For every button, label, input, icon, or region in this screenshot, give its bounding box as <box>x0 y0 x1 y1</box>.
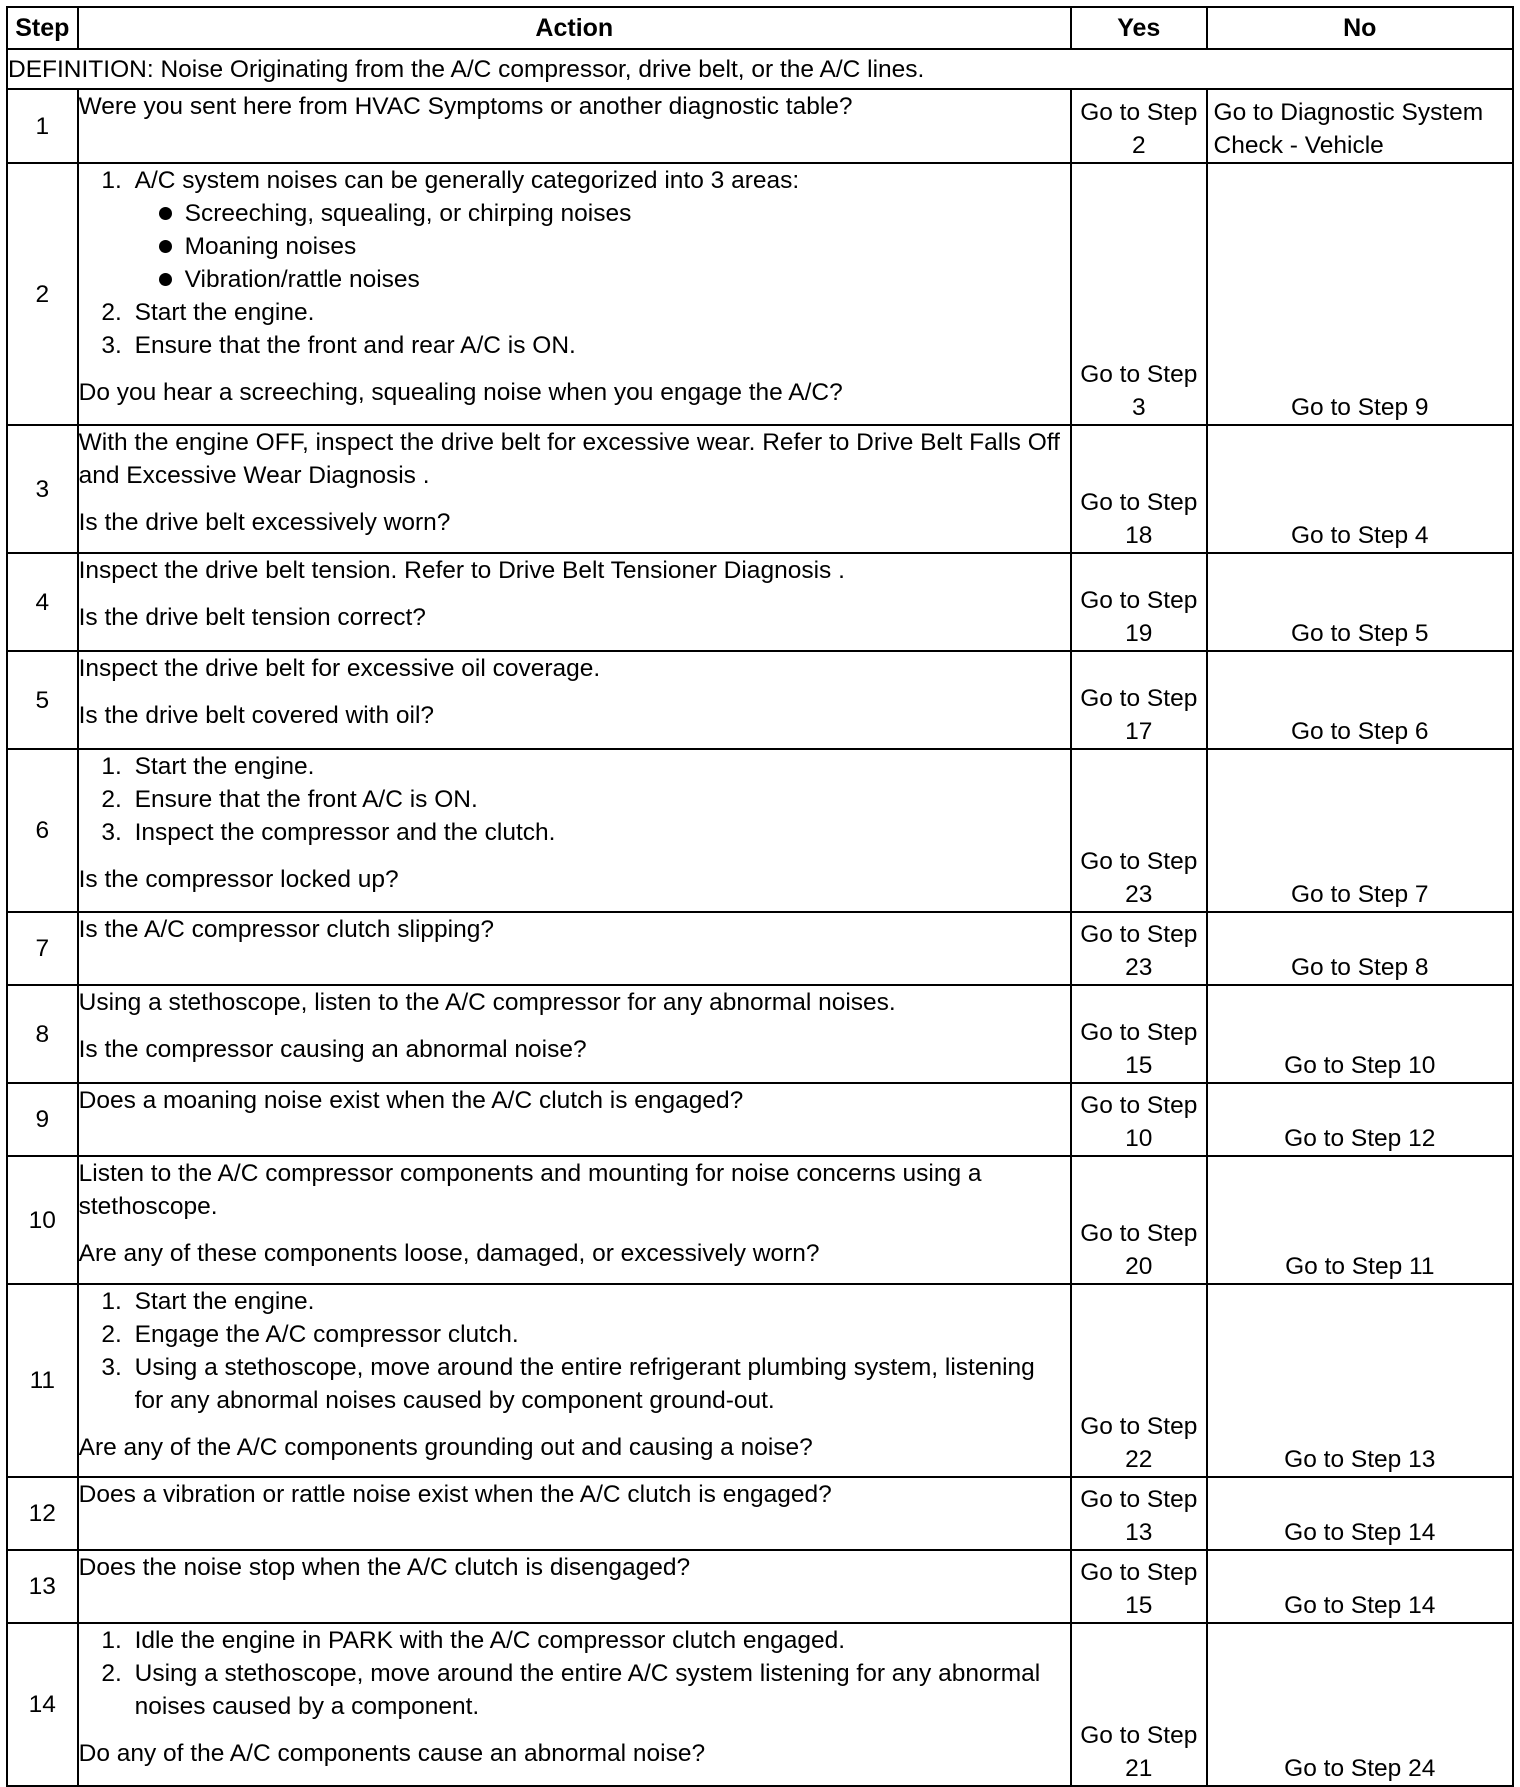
yes-result: Go to Step 3 <box>1071 163 1207 425</box>
yes-result: Go to Step 20 <box>1071 1156 1207 1284</box>
list-item: 1. Start the engine. <box>129 750 1070 783</box>
yes-result: Go to Step 15 <box>1071 985 1207 1083</box>
table-row <box>7 1550 1513 1623</box>
no-result: Go to Step 5 <box>1207 553 1513 651</box>
action-question: Are any of these components loose, damaged, or excessively worn? <box>78 1240 820 1267</box>
action-cell <box>78 1623 1071 1786</box>
action-text: Is the A/C compressor clutch slipping? <box>78 912 1071 985</box>
table-row <box>7 651 1513 749</box>
diagnostic-table <box>6 6 1514 1787</box>
action-text: Does a vibration or rattle noise exist when the A/C clutch is engaged? <box>78 1477 1071 1550</box>
step-number: 14 <box>7 1623 78 1786</box>
action-text: Inspect the drive belt for excessive oil coverage. <box>78 655 601 682</box>
action-question: Is the drive belt excessively worn? <box>78 509 451 536</box>
table-row <box>7 749 1513 912</box>
no-result: Go to Step 12 <box>1207 1083 1513 1156</box>
no-result: Go to Step 10 <box>1207 985 1513 1083</box>
action-text: Inspect the drive belt tension. Refer to Drive Belt Tensioner Diagnosis . <box>78 557 845 584</box>
no-result: Go to Step 14 <box>1207 1550 1513 1623</box>
list-item: 2. Engage the A/C compressor clutch. <box>129 1318 1070 1351</box>
header-step: Step <box>7 7 78 49</box>
action-cell <box>78 425 1071 553</box>
yes-result: Go to Step 19 <box>1071 553 1207 651</box>
action-question: Is the compressor causing an abnormal noise? <box>78 1036 587 1063</box>
table-row <box>7 912 1513 985</box>
no-result: Go to Step 14 <box>1207 1477 1513 1550</box>
table-row <box>7 553 1513 651</box>
list-item <box>129 164 1070 296</box>
step-number: 3 <box>7 425 78 553</box>
action-cell <box>78 553 1071 651</box>
yes-result: Go to Step 18 <box>1071 425 1207 553</box>
list-item: 2. Ensure that the front A/C is ON. <box>129 783 1070 816</box>
table-row <box>7 163 1513 425</box>
bullet-item: Screeching, squealing, or chirping noises <box>179 197 1070 230</box>
list-item: 3. Ensure that the front and rear A/C is ON. <box>129 329 1070 362</box>
list-item: 1. Start the engine. <box>129 1285 1070 1318</box>
step-number: 5 <box>7 651 78 749</box>
no-result: Go to Diagnostic System Check - Vehicle <box>1207 89 1513 163</box>
action-text: Were you sent here from HVAC Symptoms or another diagnostic table? <box>78 89 1071 163</box>
action-text: Using a stethoscope, listen to the A/C compressor for any abnormal noises. <box>78 989 896 1016</box>
list-item: 1. Idle the engine in PARK with the A/C compressor clutch engaged. <box>129 1624 1070 1657</box>
action-cell <box>78 651 1071 749</box>
step-number: 11 <box>7 1284 78 1477</box>
action-cell <box>78 1284 1071 1477</box>
action-question: Are any of the A/C components grounding out and causing a noise? <box>78 1434 813 1461</box>
action-cell <box>78 163 1071 425</box>
header-action: Action <box>78 7 1071 49</box>
action-cell <box>78 749 1071 912</box>
yes-result: Go to Step 10 <box>1071 1083 1207 1156</box>
bullet-list <box>135 197 1070 296</box>
list-item: 3. Inspect the compressor and the clutch. <box>129 816 1070 849</box>
step-number: 13 <box>7 1550 78 1623</box>
table-row <box>7 985 1513 1083</box>
list-item: 2. Start the engine. <box>129 296 1070 329</box>
header-row <box>7 7 1513 49</box>
action-question: Do you hear a screeching, squealing noise when you engage the A/C? <box>78 379 843 406</box>
table-row <box>7 425 1513 553</box>
bullet-item: Vibration/rattle noises <box>179 263 1070 296</box>
action-text: Does the noise stop when the A/C clutch is disengaged? <box>78 1550 1071 1623</box>
step-number: 1 <box>7 89 78 163</box>
step-number: 8 <box>7 985 78 1083</box>
no-result: Go to Step 13 <box>1207 1284 1513 1477</box>
action-cell <box>78 985 1071 1083</box>
list-item: 2. Using a stethoscope, move around the entire A/C system listening for any abnormal noises caused by a component. <box>129 1657 1070 1723</box>
no-result: Go to Step 11 <box>1207 1156 1513 1284</box>
action-question: Is the drive belt tension correct? <box>78 604 426 631</box>
bullet-item: Moaning noises <box>179 230 1070 263</box>
yes-result: Go to Step 2 <box>1071 89 1207 163</box>
step-number: 9 <box>7 1083 78 1156</box>
action-text: With the engine OFF, inspect the drive belt for excessive wear. Refer to Drive Belt Falls Off and Excessive Wear Diagnosis . <box>78 429 1060 489</box>
table-row <box>7 1623 1513 1786</box>
yes-result: Go to Step 15 <box>1071 1550 1207 1623</box>
yes-result: Go to Step 21 <box>1071 1623 1207 1786</box>
no-result: Go to Step 9 <box>1207 163 1513 425</box>
action-cell <box>78 1156 1071 1284</box>
no-result: Go to Step 6 <box>1207 651 1513 749</box>
table-row <box>7 89 1513 163</box>
step-number: 7 <box>7 912 78 985</box>
action-steps-list <box>79 1285 1070 1417</box>
table-row <box>7 1284 1513 1477</box>
table-row <box>7 1477 1513 1550</box>
no-result: Go to Step 7 <box>1207 749 1513 912</box>
step-number: 12 <box>7 1477 78 1550</box>
no-result: Go to Step 24 <box>1207 1623 1513 1786</box>
table-row <box>7 1083 1513 1156</box>
definition-row <box>7 49 1513 89</box>
table-row <box>7 1156 1513 1284</box>
step-number: 6 <box>7 749 78 912</box>
yes-result: Go to Step 13 <box>1071 1477 1207 1550</box>
yes-result: Go to Step 23 <box>1071 749 1207 912</box>
header-yes: Yes <box>1071 7 1207 49</box>
action-steps-list <box>79 164 1070 362</box>
action-question: Is the compressor locked up? <box>78 866 399 893</box>
list-item-text: A/C system noises can be generally categorized into 3 areas: <box>134 167 800 194</box>
action-text: Does a moaning noise exist when the A/C clutch is engaged? <box>78 1083 1071 1156</box>
action-steps-list <box>79 1624 1070 1723</box>
no-result: Go to Step 4 <box>1207 425 1513 553</box>
definition-text: DEFINITION: Noise Originating from the A/C compressor, drive belt, or the A/C lines. <box>7 49 1513 89</box>
action-question: Is the drive belt covered with oil? <box>78 702 435 729</box>
action-text: Listen to the A/C compressor components and mounting for noise concerns using a stethoscope. <box>78 1160 982 1220</box>
no-result: Go to Step 8 <box>1207 912 1513 985</box>
action-steps-list <box>79 750 1070 849</box>
list-item: 3. Using a stethoscope, move around the entire refrigerant plumbing system, listening for any abnormal noises caused by component ground-out. <box>129 1351 1070 1417</box>
step-number: 4 <box>7 553 78 651</box>
yes-result: Go to Step 22 <box>1071 1284 1207 1477</box>
header-no: No <box>1207 7 1513 49</box>
yes-result: Go to Step 23 <box>1071 912 1207 985</box>
step-number: 2 <box>7 163 78 425</box>
yes-result: Go to Step 17 <box>1071 651 1207 749</box>
action-question: Do any of the A/C components cause an abnormal noise? <box>78 1740 706 1767</box>
step-number: 10 <box>7 1156 78 1284</box>
